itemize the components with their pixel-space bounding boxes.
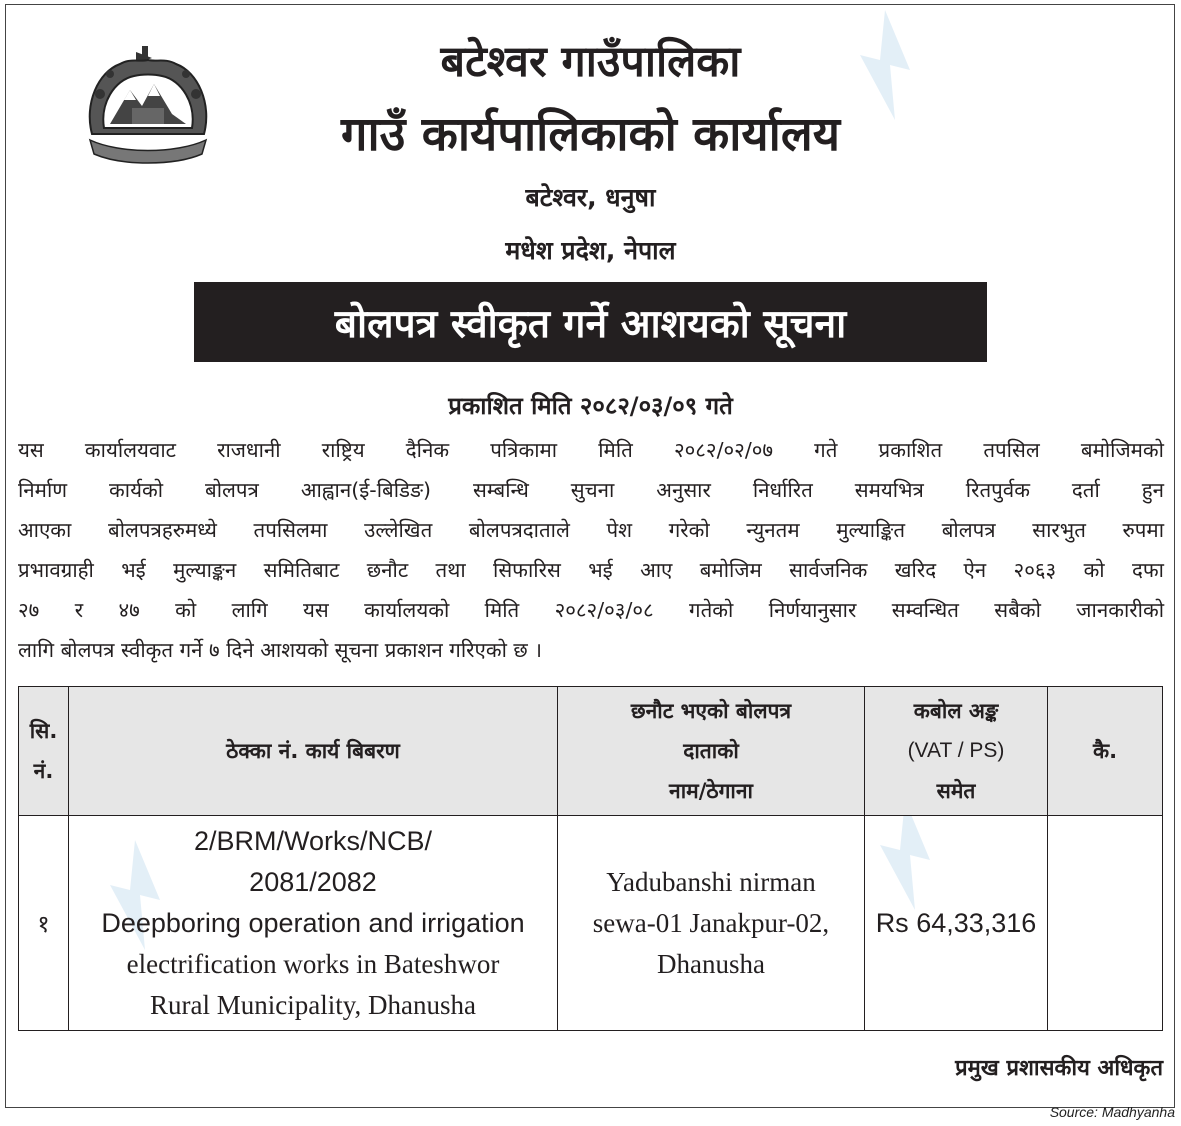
table-row: [19, 816, 1163, 1031]
header-amount-line: समेत: [936, 779, 976, 803]
cell-description: [69, 816, 558, 1031]
description-line: Rural Municipality, Dhanusha: [150, 989, 476, 1020]
header-amount-line: (VAT / PS): [907, 739, 1005, 762]
contract-number-line: 2081/2082: [249, 866, 377, 897]
cell-sn: १: [19, 816, 69, 1031]
address-line-2: मधेश प्रदेश, नेपाल: [505, 236, 676, 265]
header-remarks: [1048, 687, 1163, 816]
notice-body: [18, 430, 1164, 670]
header-remarks-text: कै.: [1092, 739, 1118, 763]
municipality-title: बटेश्वर गाउँपालिका: [440, 37, 741, 87]
header-amount-line: कबोल अङ्क: [913, 699, 999, 723]
body-line: यस कार्यालयवाट राजधानी राष्ट्रिय दैनिक पत्रिकामा मिति २०८२/०२/०७ गते प्रकाशित तपसिल बमोजिमको: [18, 438, 1164, 462]
contract-number-line: 2/BRM/Works/NCB/: [193, 825, 433, 856]
header-description: [69, 687, 558, 816]
body-line: लागि बोलपत्र स्वीकृत गर्ने ७ दिने आशयको सूचना प्रकाशन गरिएको छ ।: [18, 638, 543, 662]
header-bidder-line: नाम/ठेगाना: [669, 779, 753, 803]
bidder-line: Dhanusha: [657, 948, 765, 979]
bid-table: [18, 686, 1163, 1031]
address-line-1: बटेश्वर, धनुषा: [525, 183, 656, 212]
description-line: Deepboring operation and irrigation: [101, 907, 525, 938]
header-sn-line: नं.: [33, 759, 54, 783]
header-description-text: ठेक्का नं. कार्य बिबरण: [226, 739, 400, 763]
header-sn-line: सि.: [29, 719, 58, 743]
body-line: प्रभावग्राही भई मुल्याङ्कन समितिबाट छनौट तथा सिफारिस भई आए बमोजिम सार्वजनिक खरिद ऐन २०६३ को दफा: [18, 558, 1164, 582]
body-line: निर्माण कार्यको बोलपत्र आह्वान(ई-बिडिङ) सम्बन्धि सुचना अनुसार निर्धारित समयभित्र रितपुर्वक दर्ता हुन: [18, 478, 1164, 502]
bidder-line: Yadubanshi nirman: [606, 866, 816, 897]
body-line: आएका बोलपत्रहरुमध्ये तपसिलमा उल्लेखित बोलपत्रदाताले पेश गरेको न्युनतम मुल्याङ्कित बोलपत्र सारभुत रुपमा: [18, 518, 1164, 542]
cell-amount: Rs 64,33,316: [865, 816, 1048, 1031]
published-date: प्रकाशित मिति २०८२/०३/०९ गते: [448, 392, 733, 420]
header-bidder: [558, 687, 865, 816]
header-sn: [19, 687, 69, 816]
signatory: प्रमुख प्रशासकीय अधिकृत: [955, 1056, 1163, 1081]
description-line: electrification works in Bateshwor: [126, 948, 500, 979]
header-amount: [865, 687, 1048, 816]
notice-title-banner: [194, 282, 987, 362]
header-bidder-line: दाताको: [683, 739, 739, 763]
body-line: २७ र ४७ को लागि यस कार्यालयको मिति २०८२/०३/०८ गतेको निर्णयानुसार सम्वन्धित सबैको जानकारीको: [18, 598, 1164, 622]
office-title: गाउँ कार्यपालिकाको कार्यालय: [341, 107, 840, 162]
bidder-line: sewa-01 Janakpur-02,: [592, 907, 830, 938]
notice-title: बोलपत्र स्वीकृत गर्ने आशयको सूचना: [334, 301, 847, 347]
cell-bidder: [558, 816, 865, 1031]
header-bidder-line: छनौट भएको बोलपत्र: [630, 699, 792, 723]
table-header-row: [19, 687, 1163, 816]
cell-remarks: [1048, 816, 1163, 1031]
source-credit: Source: Madhyanha: [1049, 1104, 1175, 1120]
